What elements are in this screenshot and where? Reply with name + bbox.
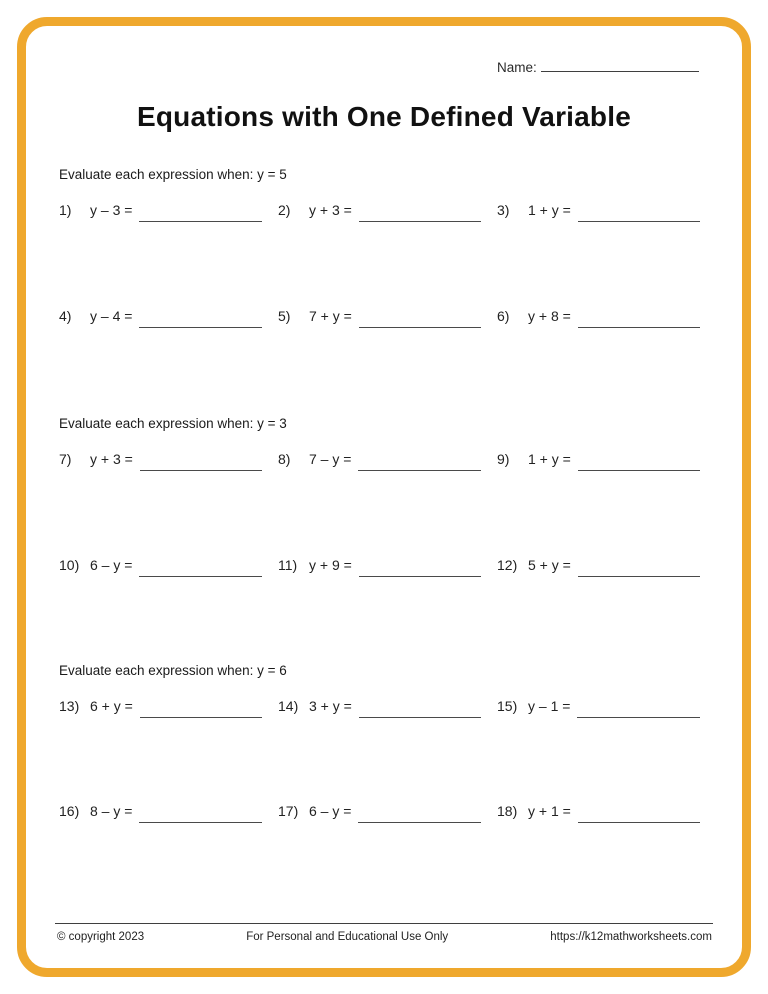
- problem-number: 8): [278, 451, 291, 467]
- problem-expression: y – 3 =: [90, 202, 133, 218]
- answer-line[interactable]: [358, 807, 481, 823]
- problem: [497, 555, 700, 577]
- problem-number: 15): [497, 698, 518, 714]
- problem-number: 7): [59, 451, 72, 467]
- footer: [57, 931, 712, 943]
- worksheet-border: [17, 17, 751, 977]
- answer-line[interactable]: [139, 312, 262, 328]
- answer-line[interactable]: [140, 455, 262, 471]
- problem: [497, 306, 700, 328]
- problem: [59, 306, 262, 328]
- problem-number: 5): [278, 308, 291, 324]
- answer-line[interactable]: [359, 312, 481, 328]
- problem-number: 10): [59, 557, 80, 573]
- problem-expression: 1 + y =: [528, 202, 571, 218]
- problem-row: [59, 555, 700, 577]
- page-title: Equations with One Defined Variable: [137, 101, 631, 132]
- section-instruction: Evaluate each expression when: y = 6: [59, 663, 287, 678]
- problem: [497, 200, 700, 222]
- problem: [59, 200, 262, 222]
- problem-expression: 6 + y =: [90, 698, 133, 714]
- problem-expression: y + 3 =: [309, 202, 352, 218]
- problem-expression: 8 – y =: [90, 803, 133, 819]
- answer-line[interactable]: [578, 206, 700, 222]
- footer-usage: For Personal and Educational Use Only: [246, 931, 449, 943]
- problem-expression: y – 1 =: [528, 698, 571, 714]
- answer-line[interactable]: [359, 561, 481, 577]
- footer-copyright: © copyright 2023: [57, 931, 145, 943]
- problem-row: [59, 801, 700, 823]
- problem-number: 17): [278, 803, 299, 819]
- problem: [59, 555, 262, 577]
- problem: [278, 200, 481, 222]
- problem-expression: 3 + y =: [309, 698, 352, 714]
- answer-line[interactable]: [139, 807, 262, 823]
- problem-number: 2): [278, 202, 291, 218]
- problem: [59, 696, 262, 718]
- answer-line[interactable]: [140, 702, 262, 718]
- problem: [59, 449, 262, 471]
- problem-number: 4): [59, 308, 72, 324]
- problem: [278, 801, 481, 823]
- problem: [278, 555, 481, 577]
- problem: [497, 696, 700, 718]
- answer-line[interactable]: [139, 561, 262, 577]
- problem-number: 13): [59, 698, 80, 714]
- name-blank-line[interactable]: [541, 58, 699, 72]
- answer-line[interactable]: [578, 455, 700, 471]
- answer-line[interactable]: [577, 702, 700, 718]
- problem-number: 3): [497, 202, 510, 218]
- problem-number: 11): [278, 557, 298, 573]
- problem-expression: 6 – y =: [90, 557, 133, 573]
- problem-expression: 7 – y =: [309, 451, 352, 467]
- problem-number: 6): [497, 308, 510, 324]
- problem-expression: y + 3 =: [90, 451, 133, 467]
- problem-number: 18): [497, 803, 518, 819]
- problem-row: [59, 696, 700, 718]
- problem-row: [59, 200, 700, 222]
- answer-line[interactable]: [578, 312, 700, 328]
- footer-divider: [55, 923, 713, 924]
- problem-number: 14): [278, 698, 299, 714]
- problem-expression: y + 9 =: [309, 557, 352, 573]
- problem-expression: 6 – y =: [309, 803, 352, 819]
- problem: [497, 801, 700, 823]
- name-field-row: [497, 58, 699, 75]
- problem: [59, 801, 262, 823]
- name-label: Name:: [497, 60, 537, 75]
- problem-number: 9): [497, 451, 510, 467]
- problem-number: 12): [497, 557, 518, 573]
- problem: [278, 449, 481, 471]
- answer-line[interactable]: [578, 807, 700, 823]
- problem-row: [59, 306, 700, 328]
- answer-line[interactable]: [139, 206, 262, 222]
- answer-line[interactable]: [358, 455, 481, 471]
- section-instruction: Evaluate each expression when: y = 3: [59, 416, 287, 431]
- problem-expression: 5 + y =: [528, 557, 571, 573]
- problem-expression: 7 + y =: [309, 308, 352, 324]
- answer-line[interactable]: [359, 206, 481, 222]
- footer-url[interactable]: https://k12mathworksheets.com: [550, 931, 712, 943]
- problem: [278, 306, 481, 328]
- problem-row: [59, 449, 700, 471]
- section-instruction: Evaluate each expression when: y = 5: [59, 167, 287, 182]
- answer-line[interactable]: [578, 561, 700, 577]
- problem-number: 16): [59, 803, 80, 819]
- problem: [278, 696, 481, 718]
- problem-expression: y + 8 =: [528, 308, 571, 324]
- problem-expression: y + 1 =: [528, 803, 571, 819]
- problem-number: 1): [59, 202, 72, 218]
- problem-expression: y – 4 =: [90, 308, 133, 324]
- problem: [497, 449, 700, 471]
- answer-line[interactable]: [359, 702, 481, 718]
- problem-expression: 1 + y =: [528, 451, 571, 467]
